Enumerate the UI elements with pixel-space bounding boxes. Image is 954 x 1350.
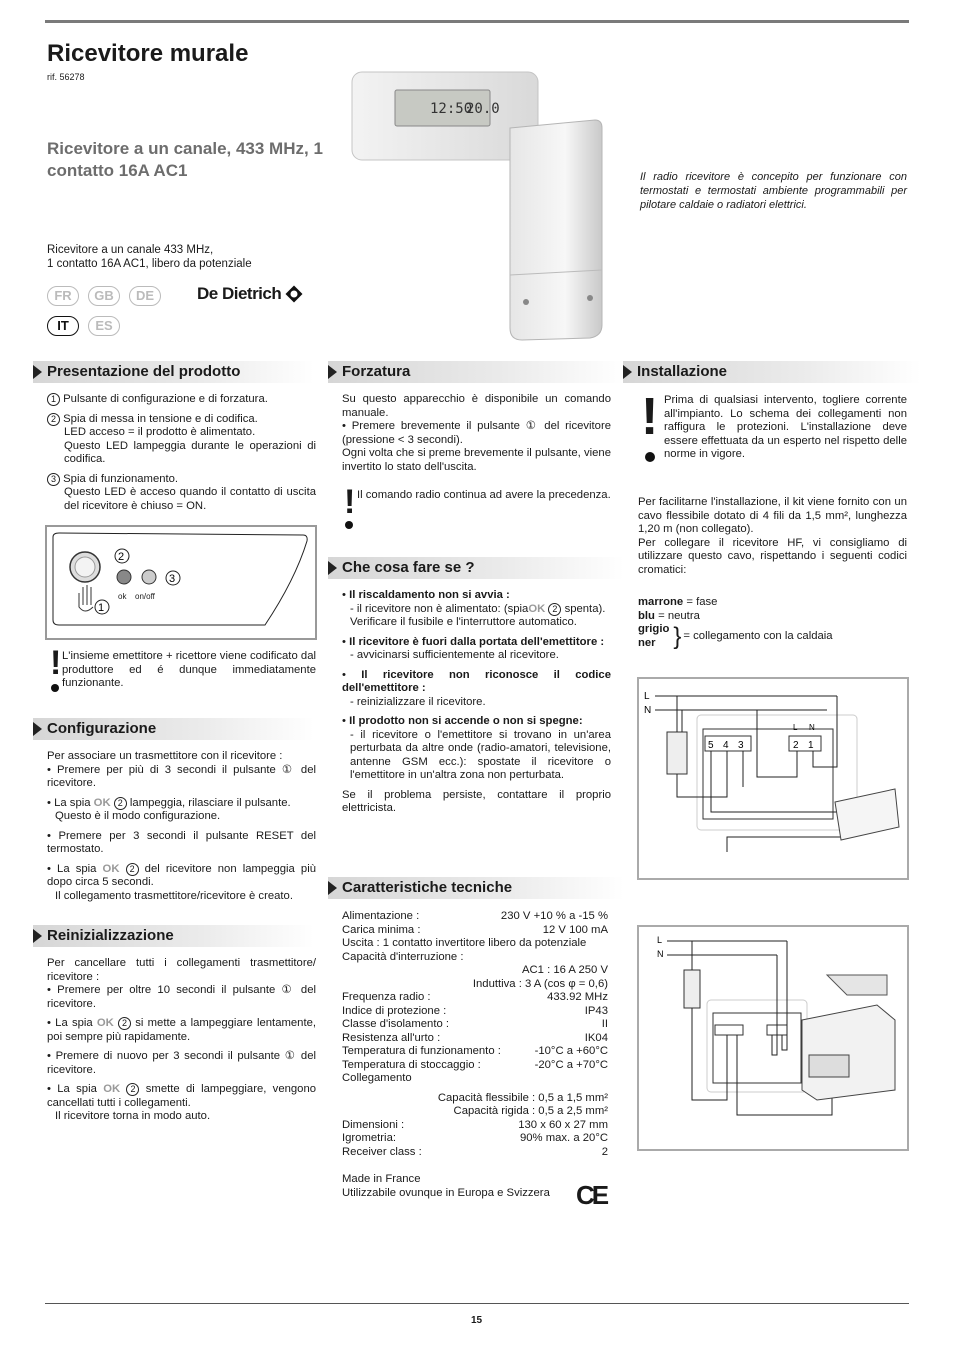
reinizializzazione-body: Per cancellare tutti i collegamenti trasmettitore/ ricevitore : • Premere per oltre 10 secondi il pulsante ① del ricevitore. • La spia OK 2 si mette a lampeggiare lentamente, poi sempre più rapidamente. • Premere di nuovo per 3 secondi il pulsante ① del ricevitore. • La spia OK 2 smette di lampeggiare, vengono cancellati tutti i collegamenti. Il ricevitore torna in modo auto. [47,957,317,1122]
wiring-diagram-radiator [637,677,909,880]
num-2-icon: 2 [548,603,561,616]
ce-mark: CE [576,1180,607,1210]
reinit-b1: Premere per oltre 10 secondi il pulsante ① del ricevitore. [47,984,316,1010]
config-b4b: del ricevitore non lampeggia più dopo circa 5 secondi. [47,862,316,888]
config-b1: Premere per più di 3 secondi il pulsante ① del ricevitore. [47,763,317,789]
configurazione-body: Per associare un trasmettitore con il ricevitore : • Premere per più di 3 secondi il pulsante ① del ricevitore. • La spia OK 2 lampeggia, rilasciare il pulsante. Questo è il modo configurazione. • Premere per 3 secondi il pulsante RESET del termostato. • La spia OK 2 del ricevitore non lampeggia più dopo circa 5 secondi. Il collegamento trasmettitore/ricevitore è creato. [47,750,317,902]
term-label-N: N [809,723,815,732]
spec-collegamento: Collegamento [342,1072,412,1084]
code-ner: ner [638,636,656,649]
brand-logo [197,284,304,304]
wiring-diagram-boiler [637,925,909,1151]
brand-name: De Dietrich [197,284,282,303]
utilizzabile: Utilizzabile ovunque in Europa e Svizzera [342,1186,550,1199]
presentazione-body [47,393,316,513]
config-b3: Premere per 3 secondi il pulsante RESET del termostato. [47,829,317,855]
num-2-icon: 2 [126,1083,139,1096]
inst-p1: Per facilitarne l'installazione, il kit viene fornito con un cavo flessibile dotato di 4 fili da 1,5 mm², lunghezza 1,20 m (non collegato). [638,496,907,535]
product-subtitle: Ricevitore a un canale, 433 MHz, 1 contatto 16A AC1 [47,139,323,180]
spec-row: Carica minima : 12 V 100 mA [342,923,608,936]
warning-dot-icon [51,684,59,692]
fig-onoff-label: on/off [135,592,155,601]
a1b: spenta). [564,602,606,615]
svg-text:3: 3 [169,573,176,585]
brand-diamond-icon [284,284,304,304]
spec-row: Resistenza all'urto : IK04 [342,1031,608,1044]
installazione-warning: Prima di qualsiasi intervento, togliere corrente all'impianto. Lo schema dei collegamenti non raffigura le protezioni. L'installazione deve essere effettuata da un esperto nel rispetto delle norme in vigore. [664,394,907,460]
color-codes [638,596,907,650]
num-1-icon: 1 [47,393,60,406]
warning-icon: ! [344,483,356,521]
num-3-icon: 3 [47,473,60,486]
che-cosa-body: • Il riscaldamento non si avvia : - il ricevitore non è alimentato: (spiaOK 2 spenta). Verificare il fusibile e l'interruttore automatico. • Il ricevitore è fuori dalla portata dell'emettitore : - avvicinarsi sufficientemente al ricevitore. • Il ricevitore non riconosce il codice dell'emettitore : - reinizializzare il ricevitore. • Il prodotto non si accende o non si spegne: - il ricevitore o l'emettitore si trovano in un'area perturbata da altre onde (radio-amatori, televisione, antenne GSM ecc.): spostate il ricevitore o l'emettitore in un'altra zona non perturbata. Se il problema persiste, contattare il proprio elettricista. [342,589,611,814]
svg-text:2: 2 [118,551,125,563]
forz-p1: Su questo apparecchio è disponibile un comando manuale. [342,393,611,419]
code-marrone-value: = fase [686,596,718,608]
warning-icon: ! [641,388,659,446]
section-che-cosa: Che cosa fare se ? [328,557,624,580]
term-4: 4 [723,740,729,751]
product-photo [350,70,605,342]
a1c: Verificare il fusibile e l'interruttore automatico. [350,616,577,628]
ok-label: OK [96,1017,114,1029]
forz-b1: Premere brevemente il pulsante ① del ricevitore (pressione < 3 secondi). [342,420,611,446]
spec-rigida: Capacità rigida : 0,5 a 2,5 mm² [453,1105,608,1117]
spec-flessibile: Capacità flessibile : 0,5 a 1,5 mm² [437,1091,608,1104]
num-2-icon: 2 [114,797,127,810]
config-b2b: lampeggia, rilasciare il pulsante. [129,796,291,809]
reinit-intro: Per cancellare tutti i collegamenti trasmettitore/ ricevitore : [47,957,316,983]
q4: Il prodotto non si accende o non si spegne: [349,715,583,727]
config-b2c: Questo è il modo configurazione. [55,810,221,822]
term-label-L: L [793,723,798,732]
top-rule [45,20,909,23]
spec-row: Dimensioni : 130 x 60 x 27 mm [342,1118,608,1131]
warning-dot-icon [345,521,353,529]
pres-item-2b: LED acceso = il prodotto è alimentato. [64,426,256,438]
label-N: N [644,705,652,716]
config-b4a: La spia [57,862,97,875]
config-intro: Per associare un trasmettitore con il ricevitore : [47,750,283,762]
label-L-2: L [657,935,663,945]
reinit-b2a: La spia [55,1017,93,1029]
section-reinizializzazione: Reinizializzazione [33,925,314,948]
product-description [47,243,252,271]
spec-row: Receiver class : 2 [342,1145,608,1158]
fig-ok-label: ok [118,592,127,601]
lang-gb[interactable]: GB [88,286,120,306]
pres-item-3a: Spia di funzionamento. [63,472,179,485]
section-configurazione: Configurazione [33,718,314,741]
spec-row: Igrometria: 90% max. a 20°C [342,1132,608,1144]
pres-item-2c: Questo LED lampeggia durante le operazioni di codifica. [64,439,316,465]
page-title: Ricevitore murale [47,40,249,67]
code-marrone: marrone [638,596,684,608]
pres-item-1: Pulsante di configurazione e di forzatura. [63,393,268,405]
spec-uscita: Uscita : 1 contatto invertitore libero da potenziale [342,937,587,949]
term-1: 1 [808,740,814,751]
forzatura-note: Il comando radio continua ad avere la precedenza. [357,489,611,501]
reinit-b3: Premere di nuovo per 3 secondi il pulsante ① del ricevitore. [47,1050,316,1076]
lang-fr[interactable]: FR [47,286,79,306]
q3: Il ricevitore non riconosce il codice dell'emettitore : [342,668,611,694]
code-blu: blu [638,609,655,622]
section-forzatura: Forzatura [328,361,624,384]
inst-p2: Per collegare il ricevitore HF, vi consigliamo di utilizzare questo cavo, rispettando i seguenti codici cromatici: [638,536,907,576]
reinit-b4a: La spia [57,1083,97,1095]
label-N-2: N [657,949,664,959]
num-2-icon: 2 [118,1017,131,1030]
lang-es[interactable]: ES [88,316,120,336]
spec-ac1: AC1 : 16 A 250 V [521,964,608,976]
term-5: 5 [708,740,714,751]
ok-label: OK [103,1083,121,1095]
num-2-icon: 2 [126,863,139,876]
section-presentazione: Presentazione del prodotto [33,361,314,384]
che-cosa-final: Se il problema persiste, contattare il proprio elettricista. [342,788,611,814]
code-blu-value: = neutra [658,609,700,622]
a3: - reinizializzare il ricevitore. [350,695,486,708]
section-caratteristiche: Caratteristiche tecniche [328,877,624,900]
q2: Il ricevitore è fuori dalla portata dell'emettitore : [349,635,605,648]
pres-item-3b: Questo LED è acceso quando il contatto di uscita del ricevitore è chiuso = ON. [64,486,316,512]
receiver-front-figure [45,525,317,640]
label-L: L [644,691,650,702]
intro-text: Il radio ricevitore è concepito per funzionare con termostati e termostati ambiente programmabili per pilotare caldaie o radiatori elettrici. [640,171,907,211]
brace-icon: } [673,622,682,650]
page-number: 15 [471,1315,483,1326]
spec-row: Classe d'isolamento : II [342,1018,608,1030]
desc-line-2: 1 contatto 16A AC1, libero da potenziale [47,258,252,270]
svg-text:1: 1 [98,602,105,614]
q1: Il riscaldamento non si avvia : [349,589,510,601]
a1a: - il ricevitore non è alimentato: (spia [350,602,529,615]
spec-row: Alimentazione : 230 V +10 % a -15 % [342,910,608,922]
code-grigio-value: = collegamento con la caldaia [683,629,833,642]
spec-induttiva: Induttiva : 3 A (cos φ = 0,6) [472,977,608,990]
lcd-time: 12:50 [430,101,473,117]
spec-row: Temperatura di funzionamento : -10°C a +60°C [342,1045,608,1057]
spec-capacita: Capacità d'interruzione : [342,950,464,963]
spec-row: Temperatura di stoccaggio : -20°C a +70°C [342,1058,608,1071]
forz-p2: Ogni volta che si preme brevemente il pulsante, viene invertito lo stato dell'uscita. [342,447,611,473]
reinit-b4c: Il ricevitore torna in modo auto. [55,1110,211,1122]
spec-table [342,910,608,1200]
made-in: Made in France [342,1173,421,1185]
reinit-b2b: si mette a lampeggiare lentamente, poi sempre più rapidamente. [47,1017,317,1043]
a2: - avvicinarsi sufficientemente al ricevitore. [350,649,559,661]
pres-item-2a: Spia di messa in tensione e di codifica. [63,412,258,425]
warning-icon: ! [50,644,62,682]
installazione-body [638,496,907,577]
num-2-icon: 2 [47,413,60,426]
config-b4c: Il collegamento trasmettitore/ricevitore è creato. [55,889,293,902]
lang-de[interactable]: DE [129,286,161,306]
config-b2a: La spia [54,796,91,809]
lcd-temp: 20.0 [466,101,500,117]
term-3: 3 [738,740,744,751]
spec-row: Frequenza radio : 433.92 MHz [342,991,608,1003]
reinit-b4b: smette di lampeggiare, vengono cancellati tutti i collegamenti. [47,1083,317,1109]
warning-dot-icon [645,452,655,462]
presentazione-note: L'insieme emettitore + ricettore viene codificato dal produttore ed é dunque immediatamente funzionante. [62,650,316,689]
lang-it[interactable]: IT [47,316,79,336]
section-installazione: Installazione [623,361,921,384]
bottom-rule [45,1303,909,1304]
term-2: 2 [793,740,799,751]
ok-label: OK [93,796,111,809]
ok-label: OK [102,862,120,875]
desc-line-1: Ricevitore a un canale 433 MHz, [47,244,214,256]
reference-number: rif. 56278 [47,72,85,82]
code-grigio: grigio [638,623,670,635]
forzatura-body: Su questo apparecchio è disponibile un comando manuale. • Premere brevemente il pulsante ① del ricevitore (pressione < 3 secondi). Ogni volta che si preme brevemente il pulsante, viene invertito lo stato dell'uscita. [342,393,611,473]
ok-label: OK [528,602,546,615]
spec-row: Indice di protezione : IP43 [342,1004,608,1017]
a4: - il ricevitore o l'emettitore si trovano in un'area perturbata da altre onde (radio-amatori, televisione, antenne GSM ecc.): spostate il ricevitore o l'emettitore in un'altra zona non perturbata. [350,728,611,781]
